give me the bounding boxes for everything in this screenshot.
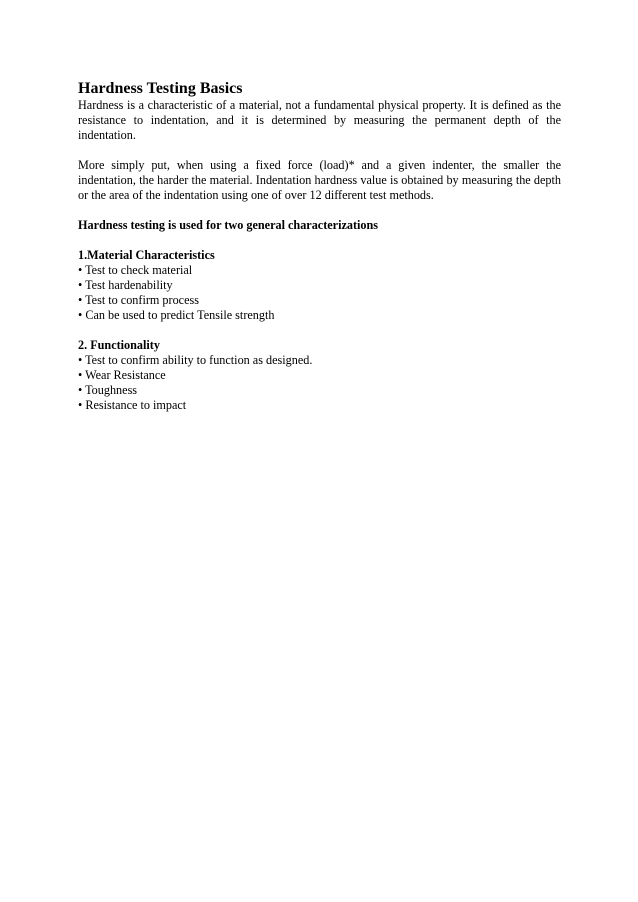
list-item: • Test to confirm ability to function as designed.: [78, 353, 313, 367]
material-list: [78, 263, 561, 323]
functionality-list: [78, 353, 561, 413]
list-item: • Wear Resistance: [78, 368, 166, 382]
list-item: • Test to check material: [78, 263, 193, 277]
spacer: [78, 323, 561, 338]
list-item: • Toughness: [78, 383, 138, 397]
section-heading-functionality: 2. Functionality: [78, 338, 160, 352]
characterizations-heading: Hardness testing is used for two general characterizations: [78, 218, 379, 232]
list-item: • Test to confirm process: [78, 293, 199, 307]
list-item: • Test hardenability: [78, 278, 173, 292]
paragraph-explanation: More simply put, when using a fixed force (load)* and a given indenter, the smaller the indentation, the harder the material. Indentation hardness value is obtained by measuring the depth or the area of the indentation using one of over 12 different test methods.: [78, 158, 561, 202]
list-item: • Resistance to impact: [78, 398, 187, 412]
section-heading-material: 1.Material Characteristics: [78, 248, 215, 262]
spacer: [78, 203, 561, 218]
paragraph-definition: Hardness is a characteristic of a material, not a fundamental physical property. It is defined as the resistance to indentation, and it is determined by measuring the permanent depth of the indentation.: [78, 98, 561, 142]
list-item: • Can be used to predict Tensile strength: [78, 308, 275, 322]
document-page: [78, 80, 561, 413]
document-title: Hardness Testing Basics: [78, 80, 243, 97]
spacer: [78, 233, 561, 248]
